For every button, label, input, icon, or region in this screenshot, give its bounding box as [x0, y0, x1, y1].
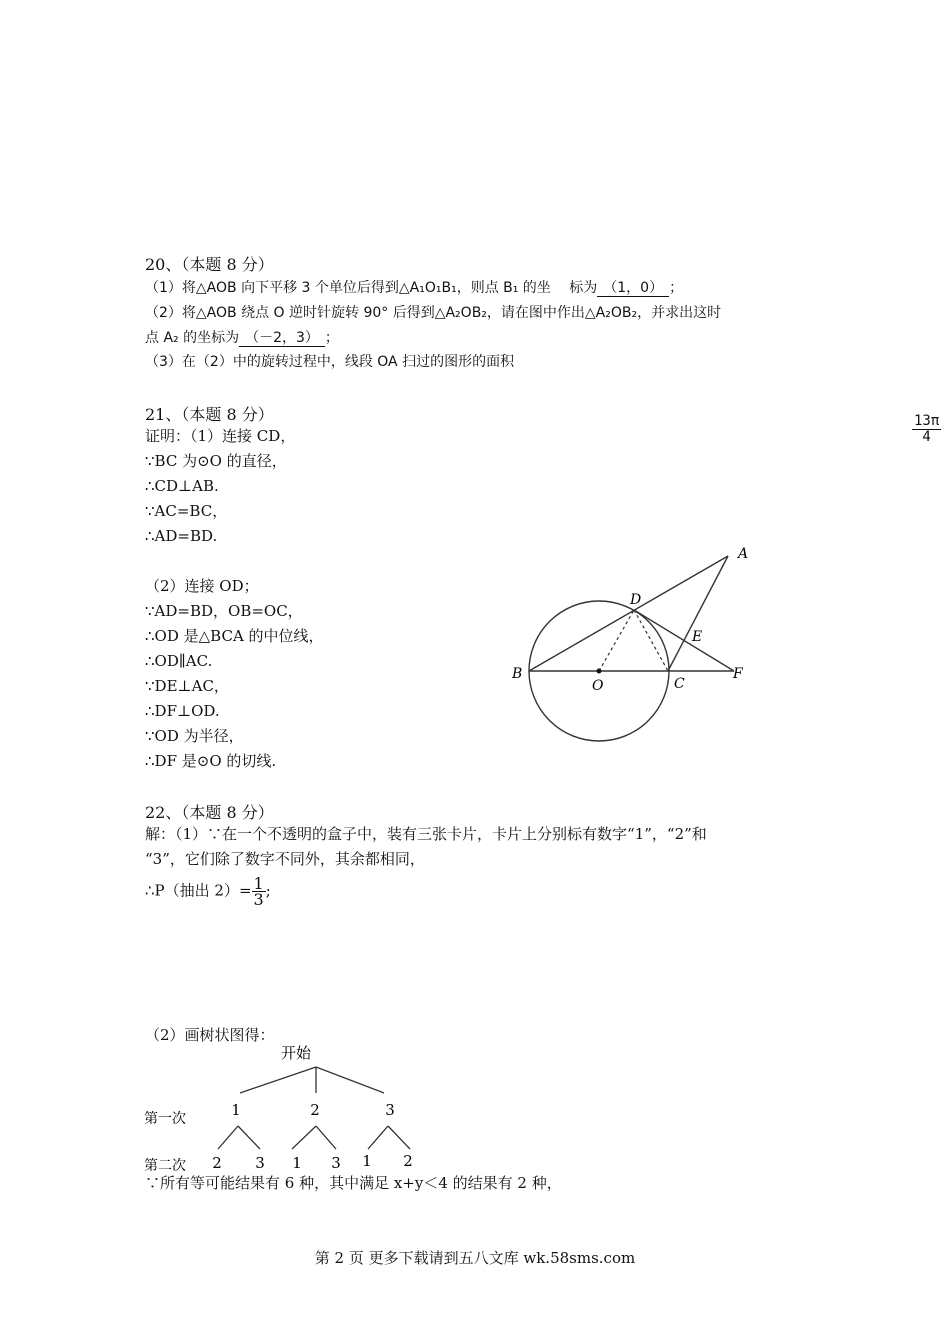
line-dc-dashed [634, 610, 668, 671]
q21-proof-part2 [145, 576, 324, 776]
proof-line: ∵BC 为⊙O 的直径， [145, 452, 287, 470]
proof-line: ∴AD=BD. [145, 527, 218, 545]
q20-part1-text: （1）将△AOB 向下平移 3 个单位后得到△A₁O₁B₁，则点 B₁ 的坐 标为 [145, 280, 598, 296]
tree-node-second: 1 [292, 1154, 302, 1172]
probability-end: ; [265, 881, 271, 900]
tree-root: 开始 [280, 1044, 312, 1062]
proof-line: ∴CD⊥AB. [145, 477, 219, 495]
label-e: E [692, 629, 703, 645]
tree-branch [368, 1126, 388, 1149]
line-df [634, 610, 734, 671]
tree-branch [292, 1126, 316, 1149]
q22-heading: 22、（本题 8 分） [145, 803, 274, 822]
center-point [597, 669, 602, 674]
label-c: C [674, 676, 685, 692]
answer-denominator: 4 [922, 429, 931, 445]
label-a: A [738, 546, 749, 562]
probability-numerator: 1 [253, 874, 264, 893]
line-od-dashed [599, 610, 634, 671]
tree-node-first: 1 [231, 1101, 241, 1119]
q20-part2-end: ； [324, 330, 339, 346]
proof-line: ∴DF 是⊙O 的切线. [145, 752, 277, 770]
second-draw-label: 第二次 [144, 1158, 186, 1174]
probability-text: ∴P（抽出 2）= [145, 881, 252, 900]
tree-node-second: 2 [403, 1152, 413, 1170]
q22-tree-intro: （2）画树状图得： [145, 1026, 275, 1044]
proof-line: （2）连接 OD； [145, 577, 259, 595]
proof-line: 证明：（1）连接 CD， [145, 427, 296, 445]
tree-branch [240, 1067, 316, 1093]
q20-part1-end: ； [669, 280, 684, 296]
q22-part1-line1: 解：（1）∵在一个不透明的盒子中，装有三张卡片，卡片上分别标有数字“1”，“2”和 [145, 825, 707, 843]
proof-line: ∴OD 是△BCA 的中位线， [145, 627, 324, 645]
q20-part2: （2）将△AOB 绕点 O 逆时针旋转 90° 后得到△A₂OB₂，请在图中作出△A₂OB₂，并求出这时 [145, 305, 722, 321]
first-draw-label: 第一次 [144, 1111, 186, 1127]
label-f: F [733, 666, 743, 682]
tree-node-first: 2 [310, 1101, 320, 1119]
q20-part2-answer: （－2，3） [239, 330, 325, 347]
label-b: B [512, 666, 523, 682]
q22-probability [145, 876, 271, 907]
q21-heading: 21、（本题 8 分） [145, 405, 274, 424]
tree-branch [218, 1126, 238, 1149]
proof-line: ∵AD=BD，OB=OC， [145, 602, 303, 620]
q20-part2-cont-text: 点 A₂ 的坐标为 [145, 330, 240, 346]
q20-heading: 20、（本题 8 分） [145, 255, 274, 274]
tree-node-second: 2 [212, 1154, 222, 1172]
tree-node-second: 3 [331, 1154, 341, 1172]
tree-branch [316, 1126, 336, 1149]
tree-diagram [140, 1040, 440, 1175]
q21-proof-part1 [145, 426, 295, 551]
label-o: O [592, 678, 604, 694]
circle-tangent-figure [500, 540, 760, 745]
tree-branch [238, 1126, 260, 1149]
answer-numerator: 13π [914, 413, 940, 429]
tree-node-second: 3 [255, 1154, 265, 1172]
tree-branch [316, 1067, 384, 1093]
proof-line: ∵AC=BC， [145, 502, 228, 520]
q20-part3: （3）在（2）中的旋转过程中，线段 OA 扫过的图形的面积 [145, 354, 515, 370]
tree-node-first: 3 [385, 1101, 395, 1119]
probability-denominator: 3 [253, 890, 264, 909]
q20-part1-answer: （1，0） [597, 280, 669, 297]
page-footer: 第 2 页 更多下载请到五八文库 wk.58sms.com [314, 1249, 636, 1267]
q20-part3-answer [912, 414, 941, 445]
q22-conclusion: ∵所有等可能结果有 6 种，其中满足 x+y＜4 的结果有 2 种， [145, 1174, 562, 1192]
proof-line: ∴OD∥AC. [145, 652, 213, 670]
proof-line: ∴DF⊥OD. [145, 702, 220, 720]
tree-node-second: 1 [362, 1152, 372, 1170]
tree-branch [388, 1126, 410, 1149]
proof-line: ∵OD 为半径， [145, 727, 244, 745]
q22-part1-line2: “3”，它们除了数字不同外，其余都相同， [145, 850, 425, 868]
label-d: D [630, 592, 642, 608]
q20-part2-cont [145, 328, 339, 348]
q20-part1 [145, 278, 683, 298]
proof-line: ∵DE⊥AC， [145, 677, 229, 695]
